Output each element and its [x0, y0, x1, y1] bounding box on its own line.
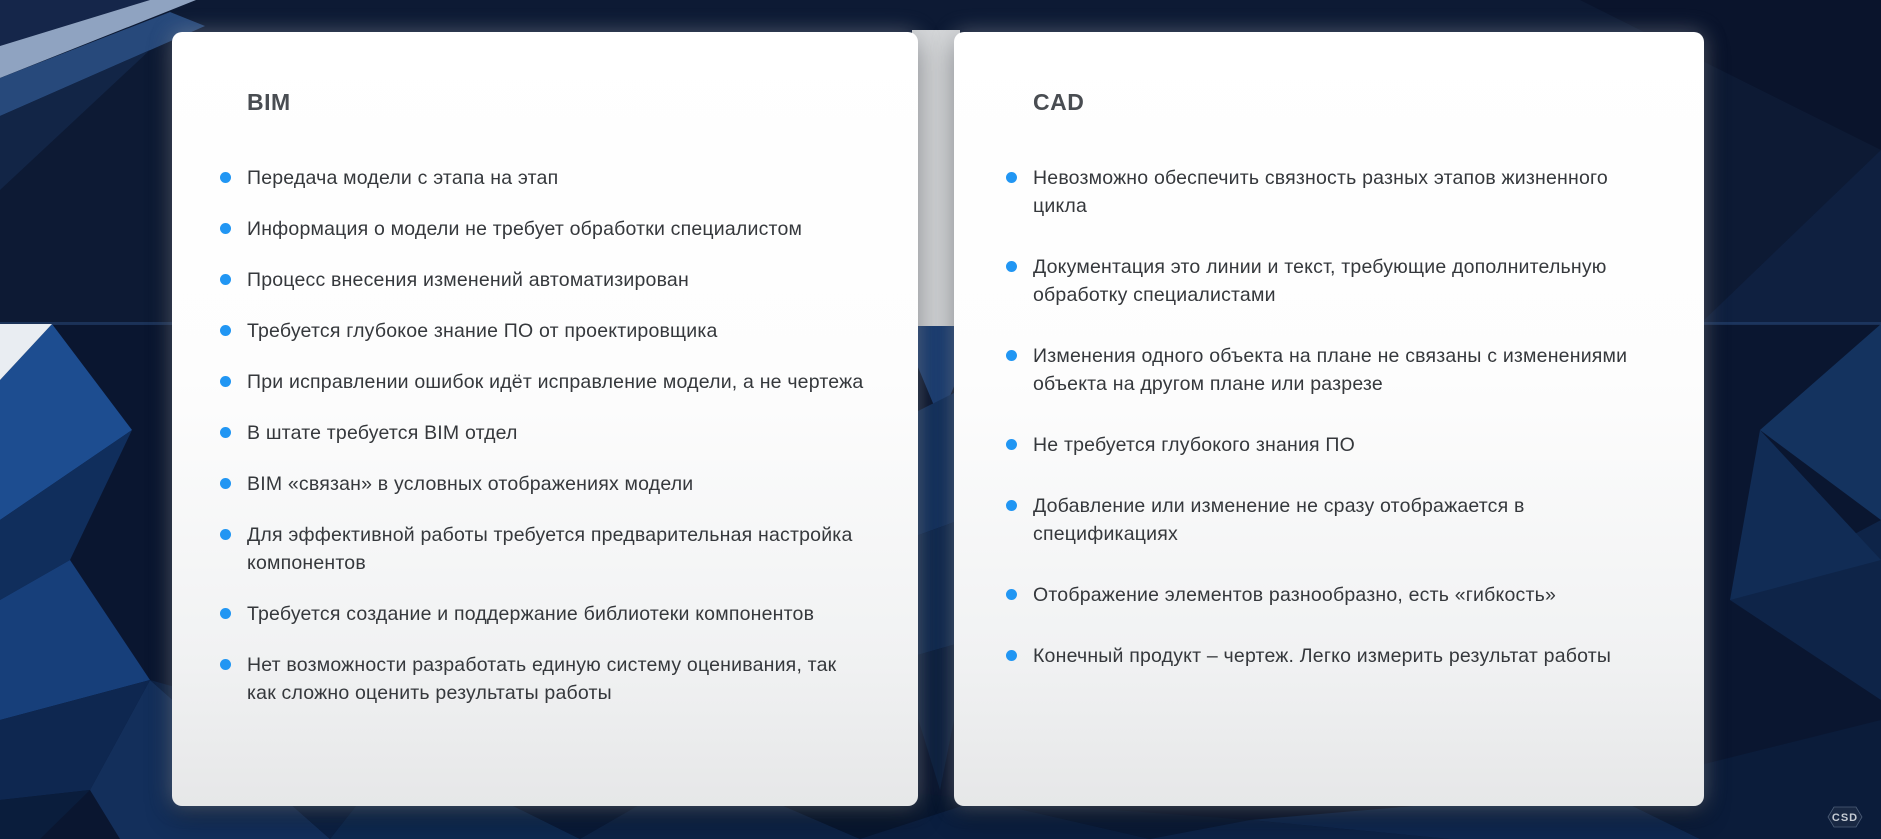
bullet-icon — [220, 325, 231, 336]
bullet-icon — [1006, 350, 1017, 361]
list-item — [1006, 431, 1654, 459]
list-item-text: Добавление или изменение не сразу отображается в спецификациях — [1033, 495, 1525, 545]
list-item — [1006, 581, 1654, 609]
list-item-text: Процесс внесения изменений автоматизирован — [247, 269, 689, 291]
list-item-text: Конечный продукт – чертеж. Легко измерить результат работы — [1033, 645, 1612, 667]
list-item — [220, 368, 868, 396]
bullet-icon — [220, 529, 231, 540]
bullet-icon — [1006, 261, 1017, 272]
list-item — [220, 521, 868, 577]
bullet-icon — [220, 274, 231, 285]
bim-card-title: BIM — [247, 89, 291, 115]
list-item-text: Не требуется глубокого знания ПО — [1033, 434, 1356, 456]
list-item-text: Изменения одного объекта на плане не связаны с изменениями объекта на другом плане или разрезе — [1033, 345, 1628, 395]
bullet-icon — [1006, 439, 1017, 450]
csd-logo — [1825, 805, 1865, 829]
list-item-text: Требуется создание и поддержание библиотеки компонентов — [247, 603, 815, 625]
list-item — [1006, 164, 1654, 220]
bullet-icon — [220, 478, 231, 489]
list-item-text: Информация о модели не требует обработки специалистом — [247, 218, 803, 240]
list-item — [1006, 492, 1654, 548]
list-item-text: Требуется глубокое знание ПО от проектировщика — [247, 320, 718, 342]
bullet-icon — [220, 172, 231, 183]
list-item-text: BIM «связан» в условных отображениях модели — [247, 473, 694, 495]
list-item-text: Для эффективной работы требуется предварительная настройка компонентов — [247, 524, 853, 574]
bullet-icon — [220, 376, 231, 387]
list-item — [220, 651, 868, 707]
list-item-text: При исправлении ошибок идёт исправление модели, а не чертежа — [247, 371, 864, 393]
csd-logo-text: CSD — [1831, 812, 1859, 824]
bullet-icon — [220, 223, 231, 234]
list-item-text: В штате требуется BIM отдел — [247, 422, 518, 444]
list-item — [220, 317, 868, 345]
list-item-text: Невозможно обеспечить связность разных этапов жизненного цикла — [1033, 167, 1608, 217]
card-gap-backdrop — [912, 30, 960, 326]
bullet-icon — [1006, 172, 1017, 183]
bullet-icon — [1006, 650, 1017, 661]
list-item-text: Передача модели с этапа на этап — [247, 167, 559, 189]
list-item-text: Документация это линии и текст, требующие дополнительную обработку специалистами — [1033, 256, 1607, 306]
cad-card — [954, 32, 1704, 806]
list-item-text: Отображение элементов разнообразно, есть «гибкость» — [1033, 584, 1556, 606]
list-item — [1006, 342, 1654, 398]
bullet-icon — [220, 608, 231, 619]
list-item — [220, 470, 868, 498]
cad-list — [1006, 164, 1654, 670]
bim-list — [220, 164, 868, 707]
list-item — [220, 215, 868, 243]
list-item — [220, 266, 868, 294]
list-item — [220, 419, 868, 447]
list-item — [1006, 642, 1654, 670]
bullet-icon — [220, 427, 231, 438]
list-item — [220, 164, 868, 192]
bullet-icon — [220, 659, 231, 670]
list-item — [1006, 253, 1654, 309]
bim-card — [172, 32, 918, 806]
list-item-text: Нет возможности разработать единую систему оценивания, так как сложно оценить результаты работы — [247, 654, 837, 704]
bullet-icon — [1006, 500, 1017, 511]
cad-card-title: CAD — [1033, 89, 1085, 115]
bullet-icon — [1006, 589, 1017, 600]
list-item — [220, 600, 868, 628]
